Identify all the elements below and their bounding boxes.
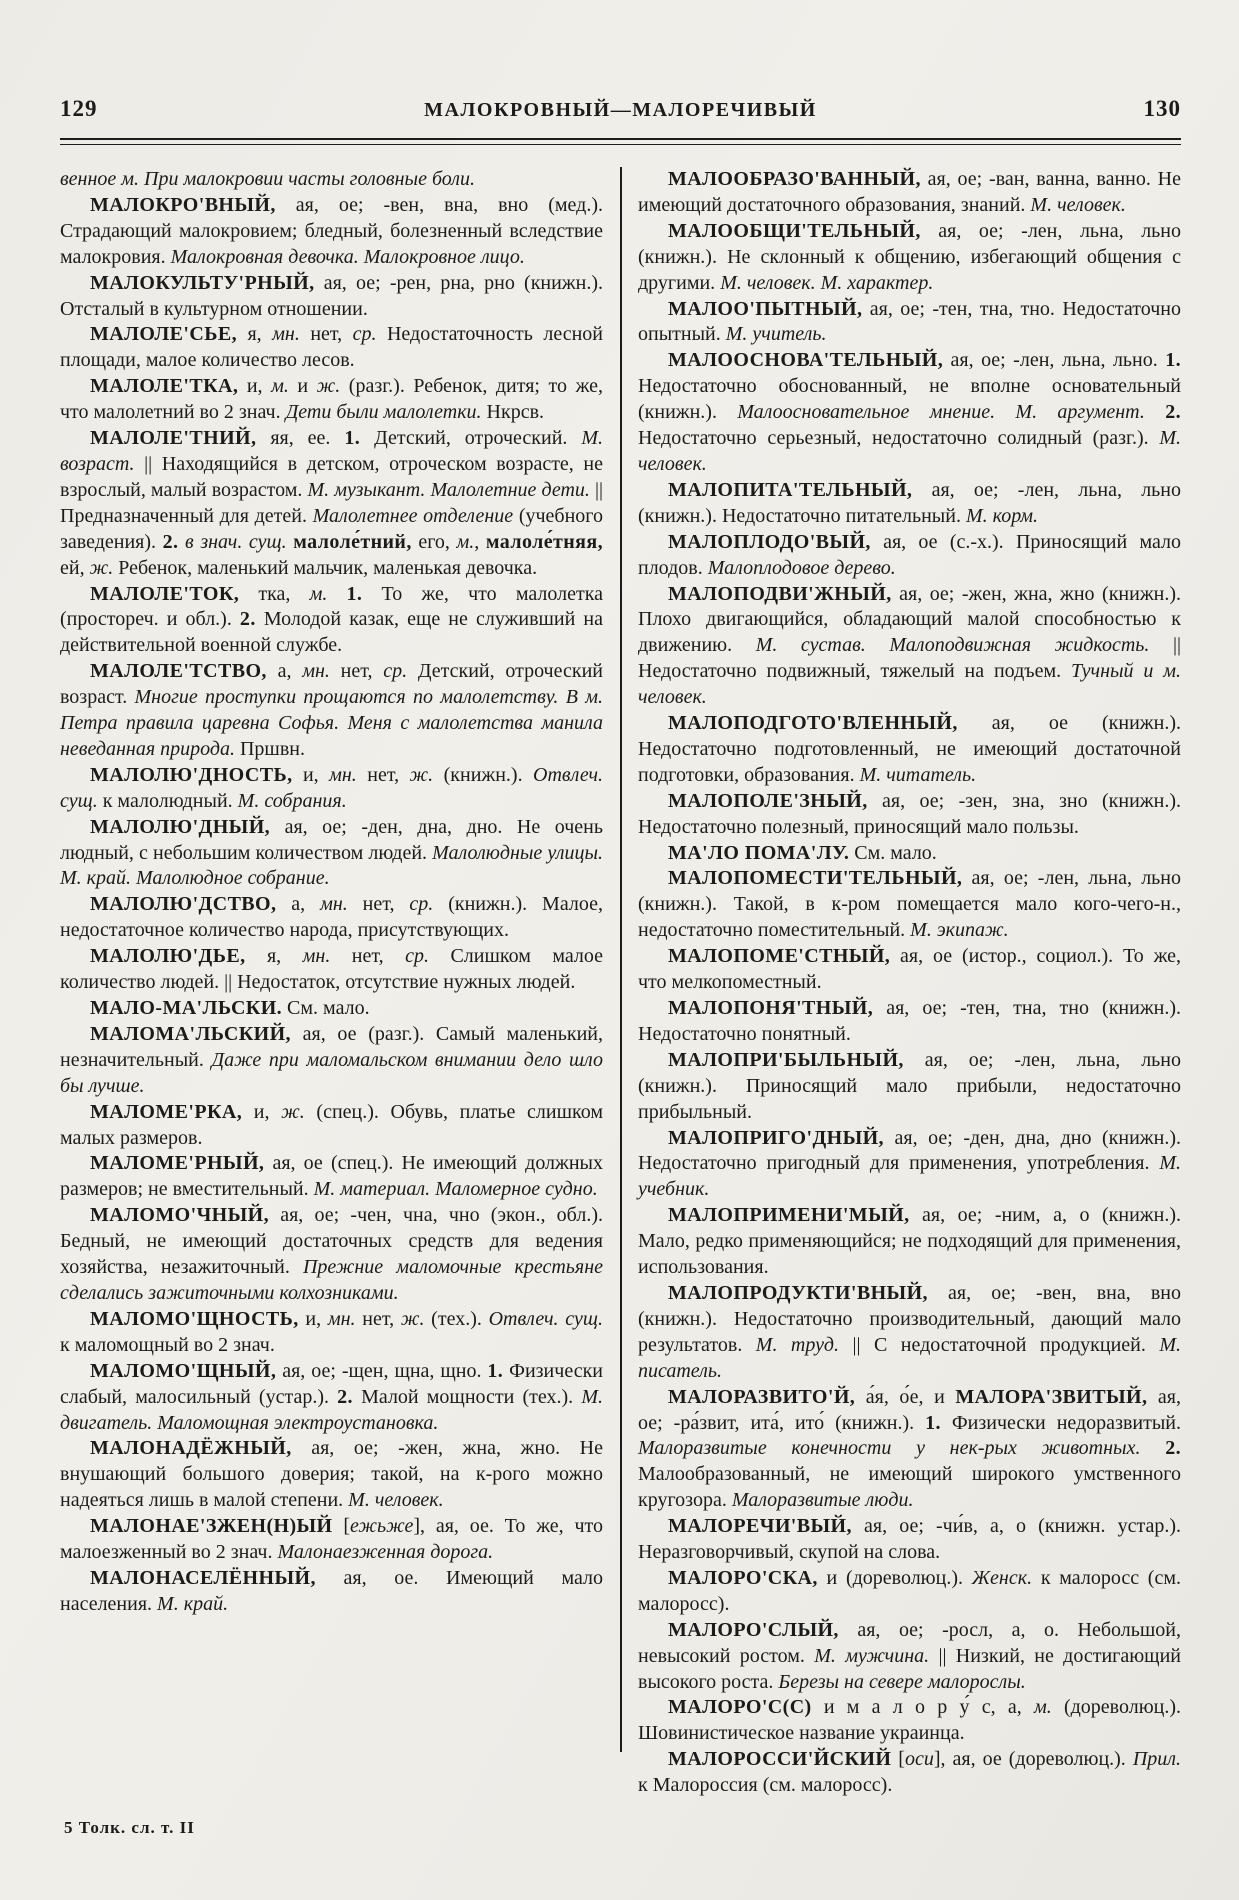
headword: МАЛОЛЮ'ДЬЕ,	[90, 945, 246, 968]
entry-text: ая, ое; -вен, вна, вно (мед.). Страдающий малокровием; бледный, болезненный вследствие малокровия.	[60, 193, 603, 268]
headword: малоле́тняя,	[485, 530, 603, 553]
headword: МАЛОНАДЁЖНЫЙ,	[90, 1437, 292, 1460]
entry-text: ая, ое; -чи́в, а, о (книжн. устар.). Неразговорчивый, скупой на слова.	[638, 1515, 1181, 1564]
dictionary-entry	[638, 1514, 1181, 1566]
double-rule	[60, 138, 1181, 145]
example-or-label: мн.	[302, 945, 331, 968]
example-or-label: М. читатель.	[859, 763, 977, 786]
dictionary-entry	[60, 659, 603, 763]
dictionary-entry	[638, 1747, 1181, 1799]
entry-text: ,	[474, 530, 486, 553]
headword: МАЛОПОЛЕ'ЗНЫЙ,	[668, 789, 868, 812]
entry-text: ая, ое; -ден, дна, дно. Не очень людный, с небольшим количеством людей.	[60, 815, 603, 864]
entry-text: я,	[245, 945, 303, 968]
page-number-left: 129	[60, 96, 98, 121]
example-or-label: Малоразвитые конечности у нек-рых животных.	[638, 1437, 1141, 1460]
example-or-label: М. учитель.	[725, 323, 827, 346]
headword: МАЛОНАЕ'ЗЖЕН(Н)ЫЙ	[90, 1515, 333, 1538]
entry-text: Малой мощности (тех.).	[352, 1385, 582, 1408]
entry-text: ая, ое (спец.). Не имеющий должных размеров; не вместительный.	[60, 1152, 603, 1201]
dictionary-entry	[60, 1359, 603, 1437]
page-footer	[64, 1818, 195, 1838]
headword: МАЛОПОМЕСТИ'ТЕЛЬНЫЙ,	[668, 867, 963, 890]
entry-text: || Предназначенный для детей.	[60, 478, 603, 527]
headword: МАЛОПРИМЕНИ'МЫЙ,	[668, 1204, 910, 1227]
entry-text: ая, ое; -лен, льна, льно (книжн.). Такой, в к-ром помещается мало кого-чего-н., недостаточно поместительный.	[638, 867, 1181, 942]
example-or-label: М. двигатель. Маломощная электроустановка.	[60, 1385, 603, 1434]
dictionary-entry	[638, 789, 1181, 841]
example-or-label: мн.	[320, 893, 348, 916]
dictionary-entry	[638, 1281, 1181, 1385]
example-or-label: мн.	[302, 660, 330, 683]
entry-text: яя, ее.	[256, 427, 345, 450]
entry-text: ], ая, ое (дореволюц.).	[933, 1748, 1133, 1771]
entry-text: ая, ое; -лен, льна, льно (книжн.). Приносящий мало прибыли, недостаточно прибыльный.	[638, 1048, 1181, 1123]
entry-text: и,	[238, 375, 272, 398]
dictionary-entry	[638, 1618, 1181, 1696]
dictionary-entry	[60, 996, 603, 1022]
headword: МАЛОРЕЧИ'ВЫЙ,	[668, 1515, 852, 1538]
headword: МАЛОКУЛЬТУ'РНЫЙ,	[90, 271, 315, 294]
headword: МАЛОПРИ'БЫЛЬНЫЙ,	[668, 1048, 904, 1071]
running-head: МАЛОКРОВНЫЙ—МАЛОРЕЧИВЫЙ	[424, 99, 817, 121]
headword: МАЛОКРО'ВНЫЙ,	[90, 193, 276, 216]
entry-text: || Находящийся в детском, отроческом возрасте, не взрослый, малый возрастом.	[60, 452, 603, 501]
entry-text: См. мало.	[849, 841, 937, 864]
dictionary-entry	[638, 582, 1181, 712]
dictionary-entry	[638, 1203, 1181, 1281]
entry-text	[1145, 401, 1165, 423]
entry-text: ая, ое. Имеющий мало населения.	[60, 1566, 603, 1615]
entry-text: ая, ое; -лен, льна, льно (книжн.). Не склонный к общению, избегающий общения с другими.	[638, 219, 1181, 294]
entry-text: ая, ое; -вен, вна, вно (книжн.). Недостаточно производительный, дающий мало результатов.	[638, 1281, 1181, 1356]
dictionary-entry	[60, 1203, 603, 1307]
example-or-label: М. человек. М. характер.	[720, 271, 934, 294]
headword: МА'ЛО ПОМА'ЛУ.	[668, 841, 850, 864]
example-or-label: М. человек.	[1030, 193, 1126, 216]
headword: МАЛОЛЕ'СЬЕ,	[90, 323, 237, 346]
dictionary-entry	[60, 1151, 603, 1203]
headword: МАЛОМО'ЩНЫЙ,	[90, 1359, 277, 1382]
dictionary-entry	[60, 1436, 603, 1514]
headword: МАЛО-МА'ЛЬСКИ.	[90, 997, 283, 1019]
example-or-label: ср.	[352, 323, 377, 346]
headword: МАЛОЛЕ'ТСТВО,	[90, 660, 267, 683]
headword: 2.	[337, 1385, 353, 1408]
entry-text: (разг.). Ребенок, дитя; то же, что малолетний во 2 знач.	[60, 375, 603, 424]
entry-text: и,	[292, 763, 330, 786]
example-or-label: М. сустав. Малоподвижная жидкость.	[755, 634, 1150, 657]
headword: МАЛОО'ПЫТНЫЙ,	[668, 297, 863, 320]
entry-text: Слишком малое количество людей. || Недостаток, отсутствие нужных людей.	[60, 945, 604, 994]
example-or-label: М. человек.	[638, 427, 1181, 475]
example-or-label: в знач. сущ.	[185, 530, 287, 553]
entry-text: (учебного заведения).	[60, 504, 604, 553]
entry-text: нет,	[330, 945, 406, 968]
dictionary-entry	[638, 167, 1181, 219]
entry-text: ая, ое (книжн.). Недостаточно подготовленный, не имеющий достаточной подготовки, образования.	[638, 712, 1181, 786]
headword: МАЛООСНОВА'ТЕЛЬНЫЙ,	[668, 349, 944, 372]
example-or-label: ж.	[89, 556, 114, 579]
dictionary-entry	[638, 944, 1181, 996]
dictionary-entry	[638, 996, 1181, 1048]
headword: МАЛОПОДГОТО'ВЛЕННЫЙ,	[668, 712, 958, 735]
dictionary-entry	[60, 426, 603, 581]
entry-text: нет,	[329, 660, 384, 683]
entry-text: нет,	[355, 1307, 401, 1330]
headword: 1.	[1165, 349, 1181, 372]
entry-text: ая, ое; -жен, жна, жно. Не внушающий большого доверия; такой, на к-рого можно надеяться лишь в малой степени.	[60, 1437, 603, 1512]
dictionary-entry	[638, 1695, 1181, 1747]
example-or-label: М. край.	[157, 1592, 229, 1615]
entry-text: ], ая, ое. То же, что малоезженный во 2 знач.	[60, 1515, 603, 1564]
example-or-label: Многие проступки прощаются по малолетству. В м. Петра правила царевна Софья. Меня с малолетства манила неведанная природа.	[60, 686, 603, 760]
entry-text: [	[332, 1515, 351, 1538]
entry-text: ая, ое; -лен, льна, льно.	[943, 349, 1166, 372]
dictionary-entry	[638, 1385, 1181, 1515]
example-or-label: Отвлеч. сущ.	[488, 1307, 603, 1330]
example-or-label: Малокровная девочка. Малокровное лицо.	[170, 245, 525, 268]
example-or-label: ср.	[409, 893, 434, 916]
headword: МАЛОПЛОДО'ВЫЙ,	[668, 530, 871, 553]
headword: МАЛОПИТА'ТЕЛЬНЫЙ,	[668, 478, 913, 501]
headword: МАЛОМА'ЛЬСКИЙ,	[90, 1022, 291, 1045]
entry-text: ая, ое; -зен, зна, зно (книжн.). Недостаточно полезный, приносящий мало пользы.	[638, 789, 1181, 838]
entry-text: Нкрсв.	[481, 401, 545, 424]
headword: МАЛОМО'ЩНОСТЬ,	[90, 1307, 299, 1330]
example-or-label: мн.	[329, 763, 357, 786]
entry-text: (спец.). Обувь, платье слишком малых размеров.	[60, 1100, 603, 1149]
example-or-label: м.	[271, 375, 289, 398]
headword: МАЛОПОДВИ'ЖНЫЙ,	[668, 582, 892, 605]
example-or-label: м.	[309, 582, 328, 605]
dictionary-entry	[638, 478, 1181, 530]
dictionary-entry	[60, 1100, 603, 1152]
example-or-label: ж.	[316, 375, 341, 398]
example-or-label: Малолюдные улицы. М. край. Малолюдное собрание.	[60, 841, 604, 890]
entry-text: ая, ое; -жен, жна, жно (книжн.). Плохо двигающийся, обладающий малой способностью к движению.	[638, 582, 1181, 657]
example-or-label: ежьже	[350, 1515, 414, 1538]
entry-text: Детский, отроческий.	[360, 427, 582, 450]
entry-text: ая, ое; -росл, а, о. Небольшой, невысокий ростом.	[638, 1618, 1181, 1667]
entry-text: ая, ое (с.-х.). Приносящий мало плодов.	[638, 530, 1181, 579]
entry-text: тка,	[239, 582, 310, 605]
entry-text: ая, ое (разг.). Самый маленький, незначительный.	[60, 1022, 603, 1071]
entry-text: ая, ое; -ден, дна, дно (книжн.). Недостаточно пригодный для применения, употребления.	[638, 1126, 1181, 1175]
example-or-label: Малолетнее отделение	[312, 504, 514, 527]
dictionary-entry	[638, 841, 1181, 867]
headword: МАЛОМО'ЧНЫЙ,	[90, 1204, 269, 1227]
example-or-label: М. экипаж.	[910, 919, 1009, 942]
dictionary-entry	[638, 1048, 1181, 1126]
example-or-label: М. труд.	[755, 1333, 840, 1356]
example-or-label: М. корм.	[965, 504, 1038, 527]
example-or-label: Малоразвитые люди.	[731, 1489, 914, 1512]
entry-text: Детский, отроческий возраст.	[60, 660, 603, 709]
headword: МАЛОПОНЯ'ТНЫЙ,	[668, 997, 874, 1019]
page-number-right: 130	[1143, 96, 1181, 121]
example-or-label: Прил.	[1132, 1748, 1181, 1771]
entry-text: (дореволюц.). Шовинистическое название украинца.	[638, 1696, 1181, 1745]
dictionary-entry	[60, 582, 603, 660]
dictionary-entry	[60, 1514, 603, 1566]
example-or-label: М. человек.	[348, 1489, 444, 1512]
entry-text: нет,	[347, 893, 410, 916]
headword: малоле́тний,	[293, 530, 412, 553]
headword: МАЛООБРАЗО'ВАННЫЙ,	[668, 168, 921, 190]
left-column	[60, 167, 603, 1752]
dictionary-entry	[60, 271, 603, 323]
headword: 2.	[1165, 1437, 1181, 1460]
example-or-label: Малоосновательное мнение. М. аргумент.	[737, 401, 1145, 424]
headword: МАЛОПРИГО'ДНЫЙ,	[668, 1126, 884, 1149]
entry-text: Ребенок, маленький мальчик, маленькая девочка.	[113, 556, 538, 579]
entry-text: || Низкий, не достигающий высокого роста.	[638, 1644, 1181, 1693]
dictionary-entry	[638, 530, 1181, 582]
headword: МАЛОРАЗВИТО'Й,	[668, 1385, 856, 1408]
entry-text: и,	[242, 1100, 282, 1123]
entry-text: Малообразованный, не имеющий широкого умственного кругозора.	[638, 1463, 1181, 1512]
dictionary-entry	[638, 1566, 1181, 1618]
dictionary-entry	[60, 892, 603, 944]
text-columns	[60, 167, 1182, 1797]
entry-text: ая, ое (истор., социол.). То же, что мелкопоместный.	[638, 945, 1181, 994]
example-or-label: Малоплодовое дерево.	[707, 556, 896, 579]
entry-text: Недостаточно обоснованный, не вполне основательный (книжн.).	[638, 375, 1181, 424]
dictionary-entry	[60, 815, 603, 893]
example-or-label: ср.	[405, 945, 429, 968]
entry-text: Физически слабый, малосильный (устар.).	[60, 1359, 603, 1408]
dictionary-entry	[60, 1566, 603, 1618]
example-or-label: Даже при маломальском внимании дело шло бы лучше.	[60, 1048, 603, 1097]
dictionary-entry	[60, 763, 603, 815]
example-or-label: М. возраст.	[60, 427, 603, 475]
right-column	[638, 167, 1182, 1797]
example-or-label: М. музыкант. Малолетние дети.	[307, 478, 590, 501]
example-or-label: мн.	[327, 1307, 356, 1330]
entry-text: Молодой казак, еще не служивший на действительной военной службе.	[60, 608, 603, 657]
entry-text: к малолюдный.	[97, 789, 238, 812]
headword: МАЛОЛЮ'ДНЫЙ,	[90, 815, 271, 838]
headword: МАЛОЛЮ'ДНОСТЬ,	[90, 763, 293, 786]
example-or-label: Дети были малолетки.	[285, 401, 482, 424]
dictionary-entry	[60, 193, 603, 271]
entry-text: нет,	[299, 323, 353, 346]
headword: МАЛОЛЕ'ТКА,	[90, 375, 239, 398]
entry-text: Недостаточность лесной площади, малое количество лесов.	[60, 323, 603, 372]
entry-text: Физически недоразвитый.	[940, 1411, 1181, 1434]
entry-text: нет,	[356, 763, 410, 786]
headword: 1.	[346, 582, 363, 605]
headword: МАЛОРА'ЗВИТЫЙ,	[955, 1385, 1148, 1408]
entry-text: и м а л о р у́ с, а,	[811, 1696, 1034, 1719]
entry-text: (книжн.). Малое, недостаточное количество народа, присутствующих.	[60, 893, 603, 942]
example-or-label: Отвлеч. сущ.	[60, 763, 603, 812]
entry-text: || Недостаточно подвижный, тяжелый на подъем.	[638, 634, 1181, 683]
example-or-label: м.	[1033, 1696, 1052, 1719]
entry-text: ая, ое; -лен, льна, льно (книжн.). Недостаточно питательный.	[638, 478, 1181, 527]
headword: 1.	[925, 1411, 941, 1434]
entry-text: и,	[298, 1307, 328, 1330]
dictionary-entry	[60, 374, 603, 426]
entry-text: Пршвн.	[234, 737, 305, 760]
headword: МАЛОРОССИ'ЙСКИЙ	[668, 1748, 892, 1771]
example-or-label: Малонаезженная дорога.	[277, 1541, 494, 1564]
entry-text: ая, ое; -тен, тна, тно (книжн.). Недостаточно понятный.	[638, 997, 1181, 1045]
entry-text: и (дореволюц.).	[817, 1566, 972, 1589]
dictionary-entry	[60, 1022, 603, 1100]
dictionary-entry	[60, 322, 603, 374]
entry-text: ая, ое; -ра́звит, ита́, ито́ (книжн.).	[638, 1385, 1181, 1434]
example-or-label: венное м. При малокровии часты головные боли.	[60, 168, 475, 190]
headword: МАЛОЛЮ'ДСТВО,	[90, 893, 277, 916]
dictionary-entry	[638, 348, 1181, 478]
example-or-label: ж.	[409, 763, 434, 786]
example-or-label: мн.	[272, 323, 300, 346]
entry-text: а,	[266, 660, 303, 683]
entry-continuation	[60, 167, 603, 193]
entry-text	[327, 583, 346, 605]
example-or-label: оси	[904, 1748, 934, 1771]
dictionary-entry	[638, 711, 1181, 789]
headword: 2.	[162, 530, 179, 553]
entry-text: я,	[237, 323, 273, 346]
headword: 2.	[239, 608, 256, 631]
headword: МАЛОПОМЕ'СТНЫЙ,	[668, 945, 891, 968]
entry-text: ая, ое; -щен, щна, щно.	[276, 1359, 488, 1382]
entry-text: к Малороссия (см. малоросс).	[638, 1774, 893, 1797]
headword: 2.	[1165, 401, 1181, 424]
example-or-label: Женск.	[971, 1566, 1033, 1589]
column-divider	[620, 167, 622, 1752]
page-header	[60, 96, 1181, 126]
headword: МАЛОМЕ'РКА,	[90, 1100, 243, 1123]
example-or-label: ср.	[383, 660, 408, 683]
headword: 1.	[344, 427, 361, 450]
entry-text: а́я, о́е, и	[855, 1385, 956, 1408]
example-or-label: М. материал. Маломерное судно.	[313, 1178, 598, 1201]
headword: 1.	[487, 1359, 504, 1382]
headword: МАЛОРО'СЛЫЙ,	[668, 1618, 839, 1641]
dictionary-entry	[638, 297, 1181, 349]
example-or-label: М. собрания.	[237, 789, 347, 812]
entry-text: ая, ое; -ним, а, о (книжн.). Мало, редко применяющийся; не подходящий для применения, использования.	[638, 1204, 1181, 1279]
entry-text: ая, ое; -рен, рна, рно (книжн.). Отсталый в культурном отношении.	[60, 271, 603, 320]
example-or-label: Тучный и м. человек.	[638, 660, 1181, 709]
entry-text: к маломощный во 2 знач.	[60, 1333, 275, 1356]
headword: МАЛОРО'С(С)	[668, 1696, 812, 1719]
example-or-label: ж.	[400, 1307, 425, 1330]
headword: МАЛОЛЕ'ТНИЙ,	[90, 427, 257, 450]
example-or-label: Прежние маломочные крестьяне сделались зажиточными колхозниками.	[60, 1256, 604, 1304]
example-or-label: М. учебник.	[638, 1152, 1181, 1201]
headword: МАЛОПРОДУКТИ'ВНЫЙ,	[668, 1281, 928, 1304]
entry-text: и	[288, 375, 317, 398]
entry-text: [	[891, 1748, 905, 1771]
example-or-label: ж.	[281, 1100, 305, 1123]
dictionary-entry	[638, 1126, 1181, 1204]
headword: МАЛООБЩИ'ТЕЛЬНЫЙ,	[668, 219, 921, 242]
entry-text: ая, ое; -чен, чна, чно (экон., обл.). Бедный, не имеющий достаточных средств для ведения хозяйства, незажиточный.	[60, 1204, 603, 1279]
entry-text: Недостаточно серьезный, недостаточно солидный (разг.).	[638, 427, 1160, 450]
signature-mark: 5 Толк. сл. т. II	[64, 1818, 195, 1837]
dictionary-entry	[638, 866, 1181, 944]
entry-text: его,	[411, 530, 457, 553]
example-or-label: М. писатель.	[638, 1333, 1182, 1382]
entry-text: ей,	[60, 556, 90, 579]
headword: МАЛОМЕ'РНЫЙ,	[90, 1152, 265, 1175]
headword: МАЛОНАСЕЛЁННЫЙ,	[90, 1566, 316, 1589]
dictionary-entry	[60, 1307, 603, 1359]
entry-text: (тех.).	[424, 1307, 489, 1330]
example-or-label: м.	[456, 530, 475, 553]
entry-text: То же, что малолетка (простореч. и обл.).	[60, 582, 604, 631]
entry-text	[1140, 1437, 1165, 1459]
dictionary-entry	[638, 219, 1181, 297]
example-or-label: Березы на севере малорослы.	[778, 1670, 1026, 1693]
entry-text: а,	[276, 893, 321, 916]
entry-text: (книжн.).	[433, 763, 534, 786]
entry-text: ая, ое; -ван, ванна, ванно. Не имеющий достаточного образования, знаний.	[638, 168, 1181, 216]
example-or-label: М. мужчина.	[814, 1644, 930, 1667]
entry-text: ая, ое; -тен, тна, тно. Недостаточно опытный.	[638, 297, 1181, 346]
headword: МАЛОРО'СКА,	[668, 1566, 818, 1589]
entry-text: к малоросс (см. малоросс).	[638, 1566, 1182, 1615]
entry-text: См. мало.	[282, 997, 370, 1019]
entry-text: || С недостаточной продукцией.	[839, 1333, 1160, 1356]
headword: МАЛОЛЕ'ТОК,	[90, 582, 240, 605]
dictionary-entry	[60, 944, 603, 996]
